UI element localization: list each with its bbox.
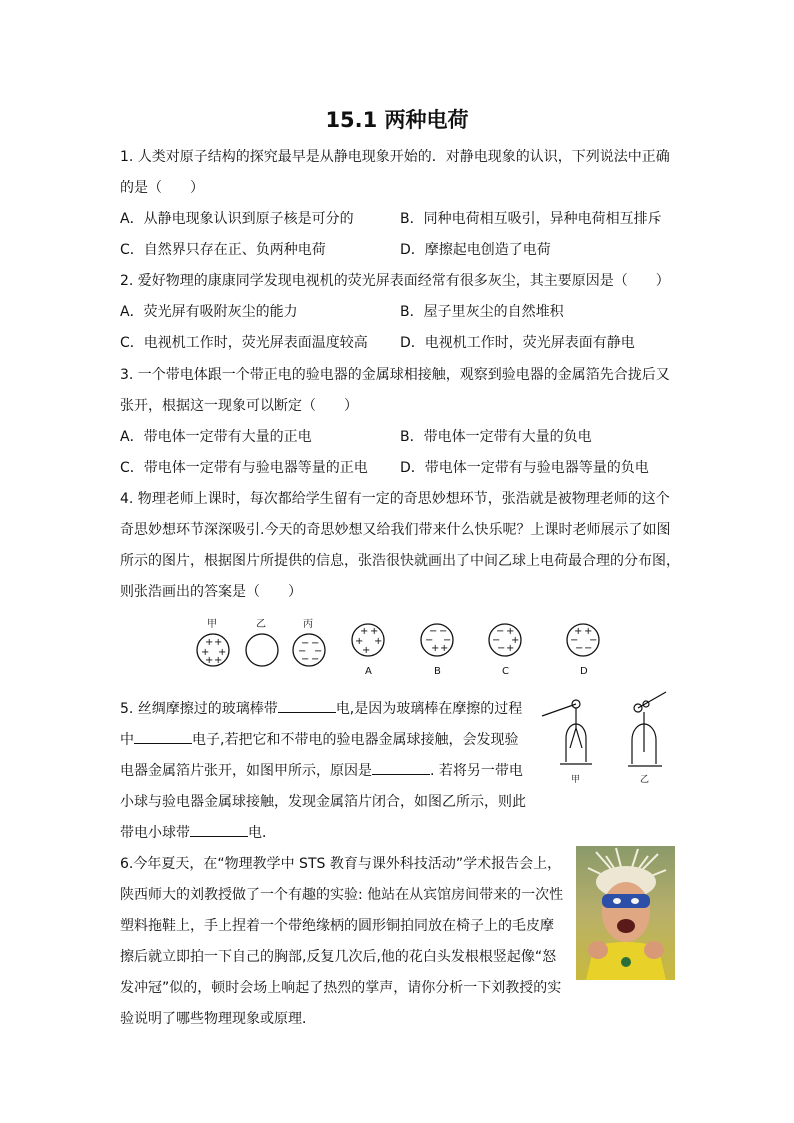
q5-line3	[120, 760, 523, 780]
q4-option-a-ball	[352, 624, 384, 656]
q4-option-d-label: D	[580, 666, 588, 677]
q2-option-c: C．电视机工作时，荧光屏表面温度较高	[120, 335, 368, 351]
q4-option-b-label: B	[434, 666, 441, 677]
q5-line2-part2: 电子,若把它和不带电的验电器金属球接触，会发现验	[192, 732, 519, 748]
svg-text:+: +	[574, 626, 583, 637]
q5-figure-label-jia: 甲	[571, 775, 581, 785]
q5-electroscope-jia	[542, 700, 592, 764]
svg-text:+: +	[201, 647, 210, 658]
svg-text:+: +	[205, 655, 214, 666]
q3-option-a: A．带电体一定带有大量的正电	[120, 429, 312, 445]
q6-line1: 6.今年夏天，在“物理教学中 STS 教育与课外科技活动”学术报告会上，	[120, 856, 562, 872]
svg-text:+: +	[506, 643, 515, 654]
svg-text:−: −	[497, 643, 506, 654]
svg-text:+: +	[370, 626, 379, 637]
q5-electroscope-yi	[628, 692, 666, 766]
svg-text:+: +	[360, 626, 369, 637]
q4-ball-label-jia: 甲	[207, 619, 217, 630]
q4-charge-figure	[185, 612, 615, 682]
q1-option-d: D．摩擦起电创造了电荷	[400, 242, 551, 258]
q2-option-a: A．荧光屏有吸附灰尘的能力	[120, 304, 298, 320]
q4-ball-yi	[246, 634, 278, 666]
q5-line1-part2: 电,是因为玻璃棒在摩擦的过程	[335, 701, 523, 717]
static-hair-photo	[576, 846, 675, 980]
q3-option-d: D．带电体一定带有与验电器等量的负电	[400, 460, 649, 476]
svg-text:+: +	[431, 643, 440, 654]
svg-text:−: −	[425, 635, 434, 646]
q3-stem-line2: 张开，根据这一现象可以断定（ ）	[120, 398, 358, 414]
svg-text:+: +	[214, 637, 223, 648]
q4-option-d-ball	[567, 624, 599, 656]
q4-stem-line2: 奇思妙想环节深深吸引.今天的奇思妙想又给我们带来什么快乐呢？上课时老师展示了如图	[120, 522, 671, 538]
q2-option-d: D．电视机工作时，荧光屏表面有静电	[400, 335, 635, 351]
q3-stem-line1: 3. 一个带电体跟一个带正电的验电器的金属球相接触，观察到验电器的金属箔先合拢后又	[120, 367, 670, 383]
svg-text:−: −	[496, 626, 505, 637]
q5-line2	[120, 729, 518, 749]
q1-option-a: A．从静电现象认识到原子核是可分的	[120, 211, 354, 227]
q1-stem-line2: 的是（ ）	[120, 180, 204, 196]
q1-option-b: B．同种电荷相互吸引，异种电荷相互排斥	[400, 211, 662, 227]
svg-text:−: −	[443, 635, 452, 646]
svg-text:−: −	[589, 635, 598, 646]
svg-text:+: +	[355, 636, 364, 647]
svg-text:+: +	[440, 643, 449, 654]
svg-text:−: −	[429, 626, 438, 637]
q5-line5-part1: 带电小球带	[120, 825, 190, 841]
q4-ball-label-yi: 乙	[256, 619, 266, 630]
q5-blank-1[interactable]	[278, 698, 336, 713]
q4-stem-line3: 所示的图片，根据图片所提供的信息，张浩很快就画出了中间乙球上电荷最合理的分布图，	[120, 553, 680, 569]
q4-option-c-ball	[489, 624, 521, 656]
q5-line5	[120, 822, 276, 842]
q5-line3-part2: . 若将另一带电	[430, 763, 523, 779]
svg-text:+: +	[511, 635, 520, 646]
q5-line3-part1: 电器金属箔片张开，如图甲所示，原因是	[120, 763, 372, 779]
svg-text:−: −	[311, 638, 320, 649]
svg-text:+: +	[214, 655, 223, 666]
q1-stem-line1: 1. 人类对原子结构的探究最早是从静电现象开始的．对静电现象的认识，下列说法中正确	[120, 149, 670, 165]
svg-text:−: −	[301, 654, 310, 665]
q5-line5-part2: 电．	[248, 825, 276, 841]
svg-text:−: −	[311, 654, 320, 665]
svg-text:−: −	[570, 635, 579, 646]
q4-ball-bing	[293, 634, 325, 666]
q2-stem-line1: 2. 爱好物理的康康同学发现电视机的荧光屏表面经常有很多灰尘，其主要原因是（ ）	[120, 273, 670, 289]
q5-figure-label-yi: 乙	[640, 775, 650, 785]
q4-ball-label-bing: 丙	[303, 619, 313, 630]
q3-option-b: B．带电体一定带有大量的负电	[400, 429, 592, 445]
q6-line2: 陕西师大的刘教授做了一个有趣的实验: 他站在从宾馆房间带来的一次性	[120, 887, 564, 903]
q4-ball-jia	[197, 634, 229, 666]
svg-text:+: +	[362, 645, 371, 656]
svg-text:−: −	[584, 643, 593, 654]
q5-line2-part1: 中	[120, 732, 134, 748]
q4-option-b-ball	[421, 624, 453, 656]
q5-line4: 小球与验电器金属球接触，发现金属箔片闭合，如图乙所示，则此	[120, 794, 526, 810]
q2-option-b: B．屋子里灰尘的自然堆积	[400, 304, 564, 320]
svg-text:+: +	[205, 637, 214, 648]
q6-line4: 擦后就立即拍一下自己的胸部,反复几次后,他的花白头发根根竖起像“怒	[120, 949, 557, 965]
svg-text:−: −	[314, 646, 323, 657]
q5-line1	[120, 698, 522, 718]
svg-text:−: −	[301, 638, 310, 649]
svg-text:+: +	[374, 636, 383, 647]
q5-blank-3[interactable]	[372, 760, 430, 775]
svg-text:−: −	[492, 635, 501, 646]
svg-text:−: −	[439, 626, 448, 637]
q4-stem-line1: 4. 物理老师上课时，每次都给学生留有一定的奇思妙想环节，张浩就是被物理老师的这个	[120, 491, 670, 507]
q1-option-c: C．自然界只存在正、负两种电荷	[120, 242, 326, 258]
svg-text:−: −	[298, 646, 307, 657]
svg-text:+: +	[506, 626, 515, 637]
svg-text:+: +	[584, 626, 593, 637]
q6-line6: 验说明了哪些物理现象或原理．	[120, 1011, 316, 1027]
q4-stem-line4: 则张浩画出的答案是（ ）	[120, 584, 302, 600]
q5-line1-part1: 5. 丝绸摩擦过的玻璃棒带	[120, 701, 278, 717]
page-title: 15.1 两种电荷	[325, 108, 469, 132]
q5-electroscope-figure	[540, 690, 675, 790]
q6-line3: 塑料拖鞋上，手上捏着一个带绝缘柄的圆形铜拍同放在椅子上的毛皮摩	[120, 918, 554, 934]
svg-text:−: −	[575, 643, 584, 654]
q4-option-a-label: A	[365, 666, 372, 677]
q3-option-c: C．带电体一定带有与验电器等量的正电	[120, 460, 368, 476]
q5-blank-2[interactable]	[134, 729, 192, 744]
svg-text:+: +	[218, 647, 227, 658]
q4-option-c-label: C	[502, 666, 509, 677]
q5-blank-4[interactable]	[190, 822, 248, 837]
q6-line5: 发冲冠”似的，顿时会场上响起了热烈的掌声，请你分析一下刘教授的实	[120, 980, 562, 996]
